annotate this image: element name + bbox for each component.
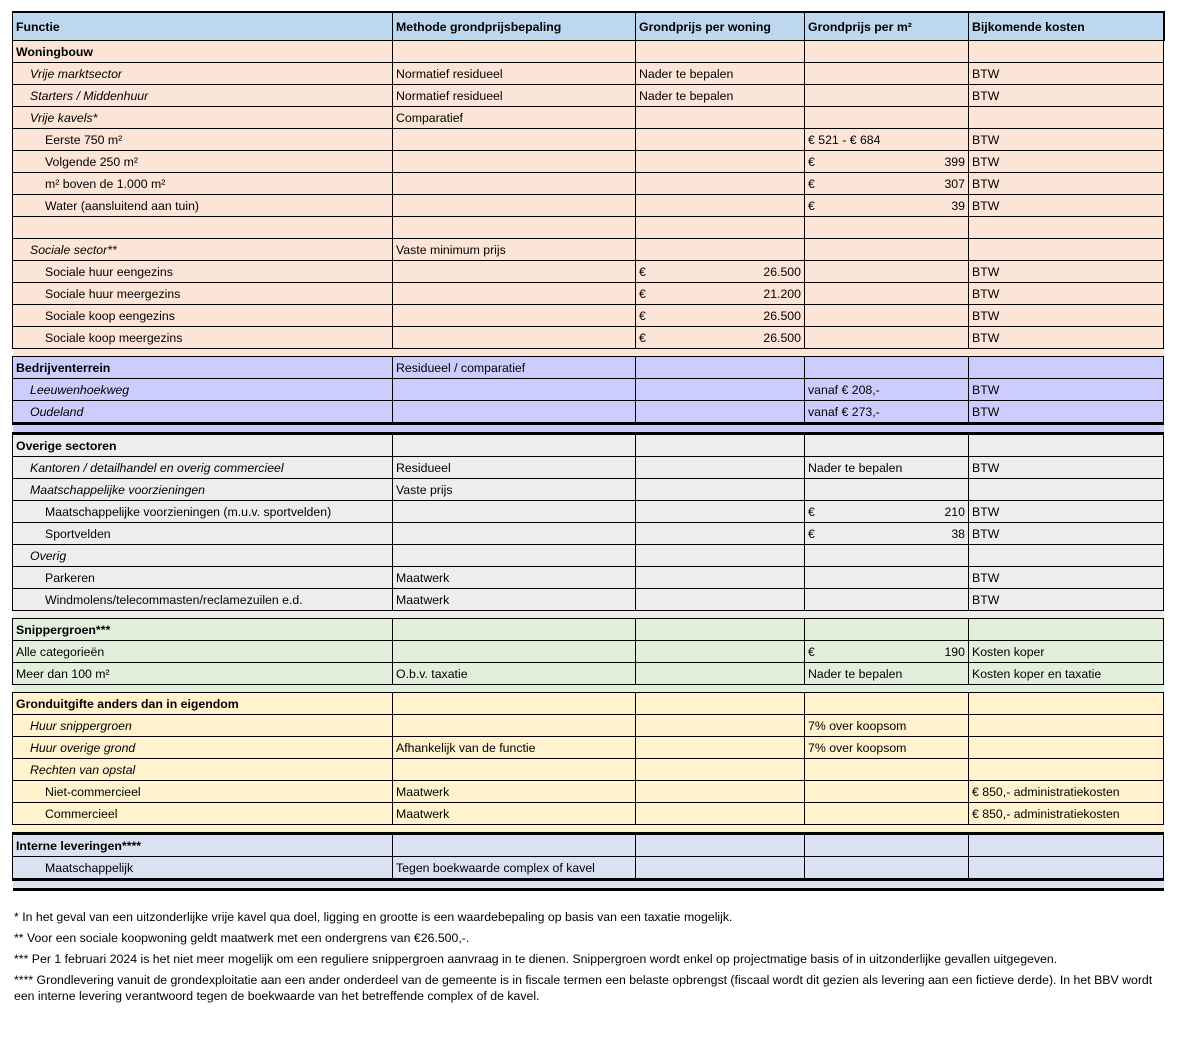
cell-methode: Maatwerk xyxy=(393,589,636,611)
amount-value: 399 xyxy=(944,154,965,169)
cell-methode xyxy=(393,641,636,663)
cell-per-m2: vanaf € 273,- xyxy=(805,401,969,424)
cell-per-m2 xyxy=(805,545,969,567)
cell-per-m2 xyxy=(805,501,969,523)
spacer-cell xyxy=(13,880,1164,890)
cell-functie: Gronduitgifte anders dan in eigendom xyxy=(13,693,393,715)
cell-per-woning xyxy=(636,173,805,195)
table-row xyxy=(13,217,1164,239)
amount-value: 26.500 xyxy=(763,308,801,323)
header-per-m2: Grondprijs per m² xyxy=(805,12,969,41)
cell-per-woning xyxy=(636,693,805,715)
cell-per-m2 xyxy=(805,567,969,589)
cell-kosten xyxy=(969,107,1164,129)
section-row xyxy=(13,693,1164,715)
section-row xyxy=(13,834,1164,857)
currency-symbol: € xyxy=(808,176,815,191)
cell-kosten xyxy=(969,759,1164,781)
cell-per-m2 xyxy=(805,217,969,239)
cell-per-woning xyxy=(636,589,805,611)
grondprijzen-table xyxy=(12,11,1165,891)
amount-value: 26.500 xyxy=(763,264,801,279)
cell-methode xyxy=(393,715,636,737)
currency-amount xyxy=(639,287,801,301)
cell-methode: O.b.v. taxatie xyxy=(393,663,636,685)
cell-methode: Vaste minimum prijs xyxy=(393,239,636,261)
cell-per-woning xyxy=(636,619,805,641)
cell-per-woning xyxy=(636,107,805,129)
cell-per-woning xyxy=(636,217,805,239)
cell-methode xyxy=(393,129,636,151)
cell-functie: Niet-commercieel xyxy=(13,781,393,803)
cell-per-m2 xyxy=(805,834,969,857)
cell-per-m2 xyxy=(805,523,969,545)
cell-kosten: Kosten koper xyxy=(969,641,1164,663)
cell-per-m2 xyxy=(805,283,969,305)
currency-symbol: € xyxy=(639,308,646,323)
cell-kosten xyxy=(969,41,1164,63)
cell-per-woning xyxy=(636,379,805,401)
cell-per-m2 xyxy=(805,151,969,173)
cell-kosten: € 850,- administratiekosten xyxy=(969,803,1164,825)
table-row xyxy=(13,479,1164,501)
cell-per-woning xyxy=(636,195,805,217)
currency-amount xyxy=(808,155,965,169)
spacer-row xyxy=(13,825,1164,834)
cell-per-m2 xyxy=(805,85,969,107)
spacer-cell xyxy=(13,685,1164,693)
table-row xyxy=(13,129,1164,151)
table-row xyxy=(13,857,1164,880)
cell-per-m2 xyxy=(805,479,969,501)
cell-kosten: BTW xyxy=(969,501,1164,523)
cell-per-m2 xyxy=(805,803,969,825)
currency-symbol: € xyxy=(639,264,646,279)
cell-methode: Comparatief xyxy=(393,107,636,129)
cell-methode xyxy=(393,759,636,781)
currency-amount xyxy=(808,505,965,519)
currency-symbol: € xyxy=(808,154,815,169)
cell-functie: Overig xyxy=(13,545,393,567)
cell-per-m2 xyxy=(805,195,969,217)
table-row xyxy=(13,781,1164,803)
table-row xyxy=(13,545,1164,567)
cell-kosten: BTW xyxy=(969,401,1164,424)
cell-per-woning xyxy=(636,523,805,545)
cell-kosten: Kosten koper en taxatie xyxy=(969,663,1164,685)
cell-methode xyxy=(393,834,636,857)
cell-kosten xyxy=(969,857,1164,880)
table-row xyxy=(13,151,1164,173)
amount-value: 307 xyxy=(944,176,965,191)
table-row xyxy=(13,283,1164,305)
cell-per-woning xyxy=(636,357,805,379)
cell-methode: Afhankelijk van de functie xyxy=(393,737,636,759)
cell-functie: Sociale koop eengezins xyxy=(13,305,393,327)
table-row xyxy=(13,85,1164,107)
cell-per-m2 xyxy=(805,107,969,129)
cell-methode: Maatwerk xyxy=(393,781,636,803)
cell-kosten: BTW xyxy=(969,457,1164,479)
cell-kosten xyxy=(969,357,1164,379)
cell-functie: Maatschappelijke voorzieningen xyxy=(13,479,393,501)
currency-symbol: € xyxy=(639,330,646,345)
cell-methode: Normatief residueel xyxy=(393,85,636,107)
footnotes xyxy=(14,909,1174,1009)
cell-methode xyxy=(393,434,636,457)
spacer-cell xyxy=(13,825,1164,834)
spacer-row xyxy=(13,424,1164,434)
cell-kosten xyxy=(969,834,1164,857)
cell-methode xyxy=(393,41,636,63)
cell-functie: Interne leveringen**** xyxy=(13,834,393,857)
currency-symbol: € xyxy=(808,504,815,519)
header-functie: Functie xyxy=(13,12,393,41)
cell-per-woning xyxy=(636,803,805,825)
cell-functie xyxy=(13,217,393,239)
cell-per-m2 xyxy=(805,173,969,195)
cell-functie: m² boven de 1.000 m² xyxy=(13,173,393,195)
cell-kosten xyxy=(969,619,1164,641)
cell-kosten: BTW xyxy=(969,305,1164,327)
cell-functie: Volgende 250 m² xyxy=(13,151,393,173)
section-row xyxy=(13,619,1164,641)
cell-functie: Oudeland xyxy=(13,401,393,424)
cell-per-woning: Nader te bepalen xyxy=(636,85,805,107)
cell-per-woning xyxy=(636,567,805,589)
cell-methode xyxy=(393,545,636,567)
table-row xyxy=(13,715,1164,737)
table-row xyxy=(13,589,1164,611)
amount-value: 190 xyxy=(944,644,965,659)
cell-functie: Water (aansluitend aan tuin) xyxy=(13,195,393,217)
cell-per-m2 xyxy=(805,857,969,880)
cell-functie: Huur overige grond xyxy=(13,737,393,759)
cell-functie: Vrije marktsector xyxy=(13,63,393,85)
cell-per-m2 xyxy=(805,693,969,715)
cell-kosten xyxy=(969,715,1164,737)
cell-per-woning xyxy=(636,239,805,261)
section-row xyxy=(13,41,1164,63)
cell-per-woning xyxy=(636,129,805,151)
cell-kosten xyxy=(969,737,1164,759)
table-row xyxy=(13,803,1164,825)
cell-kosten: BTW xyxy=(969,173,1164,195)
amount-value: 26.500 xyxy=(763,330,801,345)
cell-functie: Bedrijventerrein xyxy=(13,357,393,379)
cell-per-m2 xyxy=(805,239,969,261)
cell-kosten: BTW xyxy=(969,129,1164,151)
cell-per-woning xyxy=(636,781,805,803)
table-row xyxy=(13,195,1164,217)
footnote-2: ** Voor een sociale koopwoning geldt maatwerk met een ondergrens van €26.500,-. xyxy=(14,931,470,945)
cell-functie: Snippergroen*** xyxy=(13,619,393,641)
currency-amount xyxy=(808,645,965,659)
cell-kosten: BTW xyxy=(969,63,1164,85)
cell-kosten xyxy=(969,479,1164,501)
cell-methode xyxy=(393,619,636,641)
footnote-1: * In het geval van een uitzonderlijke vrije kavel qua doel, ligging en grootte is een waardebepaling op basis van een taxatie mogelijk. xyxy=(14,910,733,924)
table-row xyxy=(13,239,1164,261)
amount-value: 38 xyxy=(951,526,965,541)
cell-per-m2 xyxy=(805,327,969,349)
cell-functie: Sociale koop meergezins xyxy=(13,327,393,349)
currency-symbol: € xyxy=(808,644,815,659)
cell-methode xyxy=(393,173,636,195)
cell-functie: Sociale huur meergezins xyxy=(13,283,393,305)
cell-kosten xyxy=(969,545,1164,567)
cell-methode xyxy=(393,283,636,305)
currency-amount xyxy=(639,265,801,279)
table-row xyxy=(13,737,1164,759)
footnote-3: *** Per 1 februari 2024 is het niet meer mogelijk om een reguliere snippergroen aanvraag in te dienen. Snippergroen wordt enkel op projectmatige basis of in uitzonderlijke gevallen uitgegeven. xyxy=(14,952,1058,966)
table-row xyxy=(13,107,1164,129)
cell-methode xyxy=(393,261,636,283)
cell-methode xyxy=(393,379,636,401)
cell-functie: Eerste 750 m² xyxy=(13,129,393,151)
cell-functie: Sociale huur eengezins xyxy=(13,261,393,283)
cell-functie: Starters / Middenhuur xyxy=(13,85,393,107)
cell-per-m2 xyxy=(805,305,969,327)
cell-methode xyxy=(393,305,636,327)
cell-per-woning xyxy=(636,759,805,781)
cell-functie: Windmolens/telecommasten/reclamezuilen e.d. xyxy=(13,589,393,611)
cell-methode xyxy=(393,195,636,217)
cell-methode: Maatwerk xyxy=(393,803,636,825)
cell-methode xyxy=(393,501,636,523)
cell-kosten xyxy=(969,434,1164,457)
table-row xyxy=(13,401,1164,424)
cell-functie: Vrije kavels* xyxy=(13,107,393,129)
currency-amount xyxy=(808,177,965,191)
footnote-4: **** Grondlevering vanuit de grondexploitatie aan een ander onderdeel van de gemeente is in fiscale termen een belaste opbrengst (fiscaal wordt dit gezien als levering aan een fictieve derde). In het BBV wordt een interne levering verantwoord tegen de boekwaarde van het betreffende complex of de kavel. xyxy=(14,973,1153,1003)
cell-kosten: BTW xyxy=(969,261,1164,283)
amount-value: 210 xyxy=(944,504,965,519)
header-bijkomende-kosten: Bijkomende kosten xyxy=(969,12,1164,41)
currency-amount xyxy=(639,309,801,323)
cell-per-m2: vanaf € 208,- xyxy=(805,379,969,401)
cell-per-m2: € 521 - € 684 xyxy=(805,129,969,151)
cell-kosten: € 850,- administratiekosten xyxy=(969,781,1164,803)
cell-kosten: BTW xyxy=(969,379,1164,401)
cell-methode: Residueel xyxy=(393,457,636,479)
currency-symbol: € xyxy=(639,286,646,301)
cell-functie: Kantoren / detailhandel en overig commercieel xyxy=(13,457,393,479)
cell-methode xyxy=(393,401,636,424)
cell-methode: Vaste prijs xyxy=(393,479,636,501)
table-row xyxy=(13,641,1164,663)
cell-per-woning xyxy=(636,834,805,857)
spacer-cell xyxy=(13,424,1164,434)
cell-methode: Tegen boekwaarde complex of kavel xyxy=(393,857,636,880)
cell-functie: Leeuwenhoekweg xyxy=(13,379,393,401)
cell-per-woning xyxy=(636,283,805,305)
cell-functie: Huur snippergroen xyxy=(13,715,393,737)
cell-kosten: BTW xyxy=(969,85,1164,107)
cell-methode xyxy=(393,327,636,349)
cell-kosten xyxy=(969,239,1164,261)
cell-methode xyxy=(393,151,636,173)
table-row xyxy=(13,173,1164,195)
cell-per-woning xyxy=(636,857,805,880)
cell-methode xyxy=(393,693,636,715)
header-per-woning: Grondprijs per woning xyxy=(636,12,805,41)
currency-amount xyxy=(639,331,801,345)
cell-per-m2 xyxy=(805,261,969,283)
cell-per-woning xyxy=(636,715,805,737)
cell-functie: Meer dan 100 m² xyxy=(13,663,393,685)
amount-value: 21.200 xyxy=(763,286,801,301)
cell-functie: Sociale sector** xyxy=(13,239,393,261)
section-row xyxy=(13,434,1164,457)
table-row xyxy=(13,567,1164,589)
spacer-cell xyxy=(13,349,1164,357)
cell-per-woning xyxy=(636,545,805,567)
currency-symbol: € xyxy=(808,526,815,541)
cell-functie: Maatschappelijk xyxy=(13,857,393,880)
table-row xyxy=(13,327,1164,349)
cell-functie: Commercieel xyxy=(13,803,393,825)
cell-methode xyxy=(393,217,636,239)
cell-methode xyxy=(393,523,636,545)
table-row xyxy=(13,523,1164,545)
table-row xyxy=(13,501,1164,523)
cell-kosten: BTW xyxy=(969,151,1164,173)
cell-functie: Parkeren xyxy=(13,567,393,589)
cell-per-woning xyxy=(636,151,805,173)
cell-methode: Maatwerk xyxy=(393,567,636,589)
cell-per-m2 xyxy=(805,41,969,63)
spacer-row xyxy=(13,880,1164,890)
spacer-cell xyxy=(13,611,1164,619)
cell-functie: Maatschappelijke voorzieningen (m.u.v. sportvelden) xyxy=(13,501,393,523)
cell-per-m2 xyxy=(805,781,969,803)
cell-kosten xyxy=(969,217,1164,239)
cell-per-m2: 7% over koopsom xyxy=(805,715,969,737)
cell-per-woning xyxy=(636,434,805,457)
cell-per-woning: Nader te bepalen xyxy=(636,63,805,85)
cell-methode: Normatief residueel xyxy=(393,63,636,85)
cell-methode: Residueel / comparatief xyxy=(393,357,636,379)
cell-per-m2 xyxy=(805,357,969,379)
currency-symbol: € xyxy=(808,198,815,213)
cell-per-m2 xyxy=(805,63,969,85)
amount-value: 39 xyxy=(951,198,965,213)
cell-per-m2 xyxy=(805,759,969,781)
currency-amount xyxy=(808,527,965,541)
currency-amount xyxy=(808,199,965,213)
cell-per-m2 xyxy=(805,641,969,663)
cell-per-m2 xyxy=(805,434,969,457)
cell-kosten xyxy=(969,693,1164,715)
table-row xyxy=(13,759,1164,781)
spacer-row xyxy=(13,349,1164,357)
spacer-row xyxy=(13,685,1164,693)
cell-kosten: BTW xyxy=(969,327,1164,349)
cell-kosten: BTW xyxy=(969,567,1164,589)
cell-per-woning xyxy=(636,305,805,327)
cell-per-m2: 7% over koopsom xyxy=(805,737,969,759)
cell-per-woning xyxy=(636,737,805,759)
header-row xyxy=(13,12,1164,41)
cell-functie: Woningbouw xyxy=(13,41,393,63)
spacer-row xyxy=(13,611,1164,619)
cell-per-woning xyxy=(636,663,805,685)
cell-kosten: BTW xyxy=(969,523,1164,545)
header-methode: Methode grondprijsbepaling xyxy=(393,12,636,41)
cell-kosten: BTW xyxy=(969,283,1164,305)
cell-per-woning xyxy=(636,327,805,349)
table-row xyxy=(13,457,1164,479)
table-row xyxy=(13,305,1164,327)
cell-per-woning xyxy=(636,479,805,501)
table-row xyxy=(13,663,1164,685)
table-row xyxy=(13,379,1164,401)
section-row xyxy=(13,357,1164,379)
cell-per-woning xyxy=(636,641,805,663)
cell-functie: Sportvelden xyxy=(13,523,393,545)
table-row xyxy=(13,261,1164,283)
cell-kosten: BTW xyxy=(969,589,1164,611)
cell-functie: Rechten van opstal xyxy=(13,759,393,781)
cell-per-woning xyxy=(636,457,805,479)
cell-per-m2: Nader te bepalen xyxy=(805,663,969,685)
cell-per-woning xyxy=(636,401,805,424)
cell-per-m2 xyxy=(805,619,969,641)
cell-kosten: BTW xyxy=(969,195,1164,217)
cell-per-woning xyxy=(636,261,805,283)
cell-functie: Alle categorieën xyxy=(13,641,393,663)
cell-per-m2: Nader te bepalen xyxy=(805,457,969,479)
table-row xyxy=(13,63,1164,85)
cell-per-woning xyxy=(636,501,805,523)
cell-per-woning xyxy=(636,41,805,63)
cell-functie: Overige sectoren xyxy=(13,434,393,457)
cell-per-m2 xyxy=(805,589,969,611)
